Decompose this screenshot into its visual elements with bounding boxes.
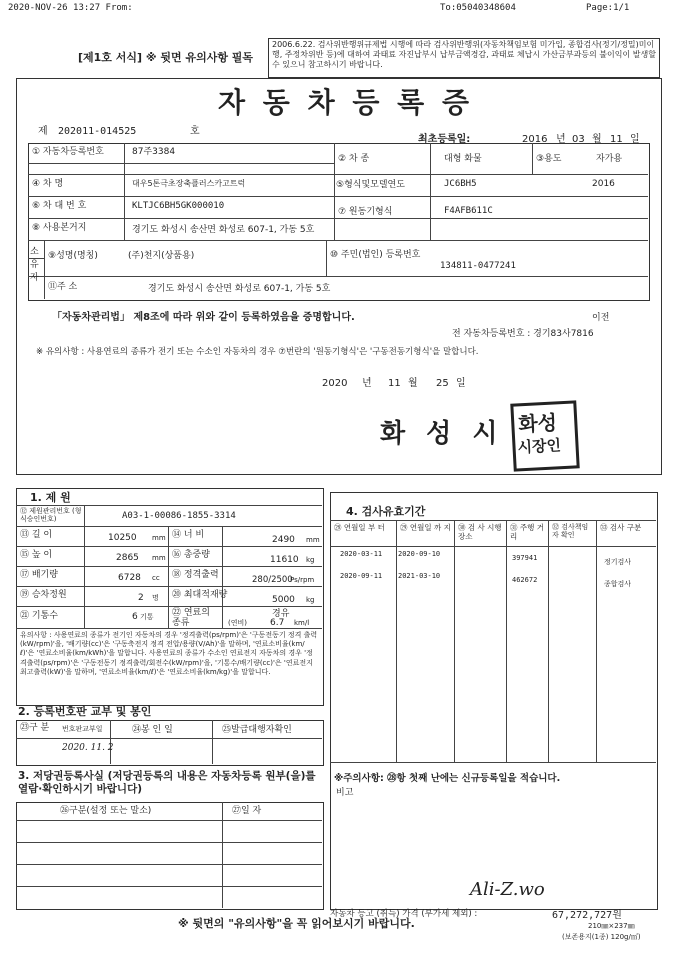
fax-header-to: To:05040348604 (440, 3, 516, 13)
vehicle-name-label: ④ 차 명 (32, 179, 64, 189)
base-location-label: ⑧ 사용본거지 (32, 223, 87, 233)
model-label: ⑤형식및모델연도 (336, 180, 405, 190)
vehicle-type-label: ② 차 종 (338, 154, 370, 164)
spec-note: 유의사항 : 사용연료의 종류가 전기인 자동차의 경우 '정격출력(ps/rpm)'은 '구동전동기 정격 출력(kW/rpm)'을, '배기량(cc)'은 '구동축전지 정격 전압/용량(V/Ah)'을 말하며, '연료소비율(km/ℓ)'은 '연료소비율(km/kWh)'을 말합니다. 사용연료의 종류가 수소인 연료전지 자동차의 경우 '정격출력(ps/rpm)'은 '구동전동기 정격출력/회전수(kW/rpm)'을, '기통수/배기량(cc)'은 '연료전지 최고출력(kW)'을 말하며, '연료소비율(km/ℓ)'은 '연료소비율(km/kg)'을 말합니다. (20, 631, 318, 676)
form-label: [제1호 서식] ※ 뒷면 유의사항 필독 (78, 51, 254, 64)
remark-label: 비고 (336, 788, 354, 798)
prev-reg-heading: 이전 (592, 313, 610, 323)
usage-label: ③용도 (536, 154, 562, 164)
plate-col-agent: ㉕발급대행자확인 (222, 725, 292, 735)
insp-row1-from: 2020-03-11 (340, 550, 383, 558)
paper-type: (보존용지(1종) 120g/㎡) (562, 933, 641, 941)
model-year: 2016 (592, 179, 615, 189)
paper-size: 210㎜×237㎜ (588, 922, 635, 930)
price-value: 67,272,727원 (552, 910, 622, 921)
cylinders-unit: 기통 (140, 613, 154, 621)
certification-text: 「자동차관리법」 제8조에 따라 위와 같이 등록하였음을 증명합니다. (52, 312, 355, 323)
plate-heading: 2. 등록번호판 교부 및 봉인 (18, 705, 152, 718)
corp-no-label: ⑩ 주민(법인) 등록번호 (330, 250, 421, 260)
fax-header-page: Page:1/1 (586, 3, 630, 13)
insp-col-responsible: ㉜ 검사책임자 확인 (552, 523, 589, 539)
fax-header-left: 2020-NOV-26 13:27 From: (8, 3, 133, 13)
length-label: ⑬ 길 이 (20, 530, 53, 540)
insp-col-kind: ㉝ 검사 구분 (600, 523, 642, 532)
inspection-note: ※주의사항: ㉘항 첫째 난에는 신규등록일을 적습니다. (334, 773, 561, 784)
issue-year-label: 년 (362, 378, 372, 389)
owner-name-label: ⑨성명(명칭) (48, 251, 98, 261)
power-value: 280/2500 (252, 575, 293, 585)
insp-col-distance: ㉛ 주행 거리 (510, 523, 545, 541)
power-label: ⑱ 정격출력 (172, 570, 219, 580)
insp-col-to: ㉙ 연월일 까 지 (400, 523, 451, 532)
gross-weight-label: ⑯ 총중량 (172, 550, 210, 560)
fuel-label: ㉒ 연료의 종류 (172, 608, 210, 628)
insp-row1-to: 2020-09-10 (398, 550, 441, 558)
footer-warning: ※ 뒷면의 "유의사항"을 꼭 읽어보시기 바랍니다. (178, 917, 415, 930)
displacement-unit: cc (152, 574, 160, 582)
prev-reg-number: 전 자동차등록번호 : 경기83사7816 (452, 329, 594, 339)
reg-no: 202011-014525 (58, 126, 137, 137)
official-seal-icon: 화성 시장인 (510, 400, 579, 471)
corp-no-value: 134811-0477241 (440, 261, 516, 271)
efficiency-label: (연비) (228, 619, 247, 627)
height-value: 2865 (116, 553, 139, 563)
seats-unit: 명 (152, 594, 159, 602)
vin-label: ⑥ 차 대 번 호 (32, 201, 87, 211)
first-reg-month: 03 (572, 134, 585, 145)
price-label: 자동차 등고 (취득) 가격 (부가세 제외) : (330, 909, 478, 919)
spec-heading: 1. 제 원 (30, 491, 71, 504)
width-unit: mm (306, 536, 320, 544)
owner-label: 소유자 (30, 247, 39, 283)
plate-col-seal: ㉔봉 인 일 (132, 725, 173, 735)
base-location-value: 경기도 화성시 송산면 화성로 607-1, 가동 5호 (132, 225, 315, 235)
insp-col-place: ㉚ 검 사 시행장소 (458, 523, 502, 541)
engine-value: F4AFB611C (444, 206, 493, 216)
issue-month: 11 (388, 378, 401, 389)
plate-issue-date: 2020. 11. 2 (62, 743, 114, 753)
cert-note: ※ 유의사항 : 사용연료의 종류가 전기 또는 수소인 자동차의 경우 ⑦번란의 '원동기형식'은 '구동전동기형식'을 말합니다. (36, 347, 479, 357)
mortgage-heading: 3. 저당권등록사실 (저당권등록의 내용은 자동차등록 원부(을)를 열람·확인하시기 바랍니다) (18, 770, 316, 795)
first-reg-day-label: 일 (630, 134, 640, 145)
efficiency-unit: km/l (294, 619, 310, 627)
first-reg-year-label: 년 (556, 134, 566, 145)
issue-month-label: 월 (408, 378, 418, 389)
displacement-label: ⑰ 배기량 (20, 570, 58, 580)
cylinders-label: ㉑ 기통수 (20, 611, 58, 621)
reg-number-label: ① 자동차등록번호 (32, 147, 104, 157)
issue-day-label: 일 (456, 378, 466, 389)
vin-value: KLTJC6BH5GK000010 (132, 201, 225, 211)
vehicle-type-value: 대형 화물 (444, 154, 482, 164)
notice-box: 2006.6.22. 검사위반행위규제법 시행에 따라 검사위반행위(자동차책임보험 미가입, 종합검사(정기/정밀)미이행, 주정차위반 등)에 대하여 과태료 자진납부시 납부금액경감, 과태료 체납시 가산금부과등의 불이익이 발생할 수 있으니 참고하시기 바랍니다. (268, 38, 660, 78)
max-load-label: ⑳ 최대적재량 (172, 590, 228, 600)
main-table (28, 143, 650, 301)
insp-row1-distance: 397941 (512, 554, 538, 562)
vehicle-name-value: 대우5톤극초장축플러스카고트럭 (132, 179, 246, 188)
insp-row2-from: 2020-09-11 (340, 572, 383, 580)
first-reg-month-label: 월 (592, 134, 602, 145)
cylinders-value: 6 (132, 612, 138, 622)
seats-value: 2 (138, 593, 144, 603)
engine-label: ⑦ 원동기형식 (338, 207, 393, 217)
gross-weight-unit: kg (306, 556, 315, 564)
fuel-value: 경유 (272, 609, 290, 619)
reg-no-suffix: 호 (190, 126, 200, 137)
first-reg-label: 최초등록일: (418, 134, 471, 145)
handwritten-signature: Ali-Z.wo (470, 879, 545, 900)
max-load-unit: kg (306, 596, 315, 604)
efficiency-value: 6.7 (270, 618, 285, 628)
length-value: 10250 (108, 533, 137, 543)
seats-label: ⑲ 승차정원 (20, 590, 67, 600)
address-value: 경기도 화성시 송산면 화성로 607-1, 가동 5호 (148, 284, 331, 294)
plate-col-issue: 번호판교부일 (62, 725, 103, 733)
reg-number-value: 87주3384 (132, 147, 176, 157)
usage-value: 자가용 (596, 154, 623, 164)
address-label: ⑪주 소 (48, 282, 78, 292)
mortgage-col-type: ㉖구분(설정 또는 말소) (60, 806, 152, 816)
issue-day: 25 (436, 378, 449, 389)
length-unit: mm (152, 534, 166, 542)
inspection-heading: 4. 검사유효기간 (346, 505, 426, 518)
height-unit: mm (152, 554, 166, 562)
max-load-value: 5000 (272, 595, 295, 605)
plate-col-type: ㉓구 분 (20, 723, 50, 733)
insp-row2-kind: 종합검사 (604, 580, 632, 588)
model-value: JC6BH5 (444, 179, 477, 189)
width-label: ⑭ 너 비 (172, 530, 205, 540)
gross-weight-value: 11610 (270, 555, 299, 565)
spec-id-value: A03-1-00086-1855-3314 (122, 511, 236, 521)
reg-no-label: 제 (38, 126, 48, 137)
page-title: 자 동 차 등 록 증 (218, 86, 474, 119)
height-label: ⑮ 높 이 (20, 550, 53, 560)
insp-col-from: ㉘ 연월일 부 터 (334, 523, 385, 532)
width-value: 2490 (272, 535, 295, 545)
issue-year: 2020 (322, 378, 348, 389)
insp-row1-kind: 정기검사 (604, 558, 632, 566)
first-reg-year: 2016 (522, 134, 548, 145)
first-reg-day: 11 (610, 134, 623, 145)
mortgage-col-date: ㉗일 자 (232, 806, 262, 816)
mortgage-table (16, 802, 324, 910)
spec-id-label: ⑫ 제원관리번호 (형식승인번호) (20, 507, 82, 523)
power-unit: Ps/rpm (290, 576, 315, 584)
insp-row2-distance: 462672 (512, 576, 538, 584)
owner-name-value: (주)천지(상품용) (128, 251, 195, 261)
displacement-value: 6728 (118, 573, 141, 583)
insp-row2-to: 2021-03-10 (398, 572, 441, 580)
issuer-name: 화 성 시 (380, 419, 504, 449)
